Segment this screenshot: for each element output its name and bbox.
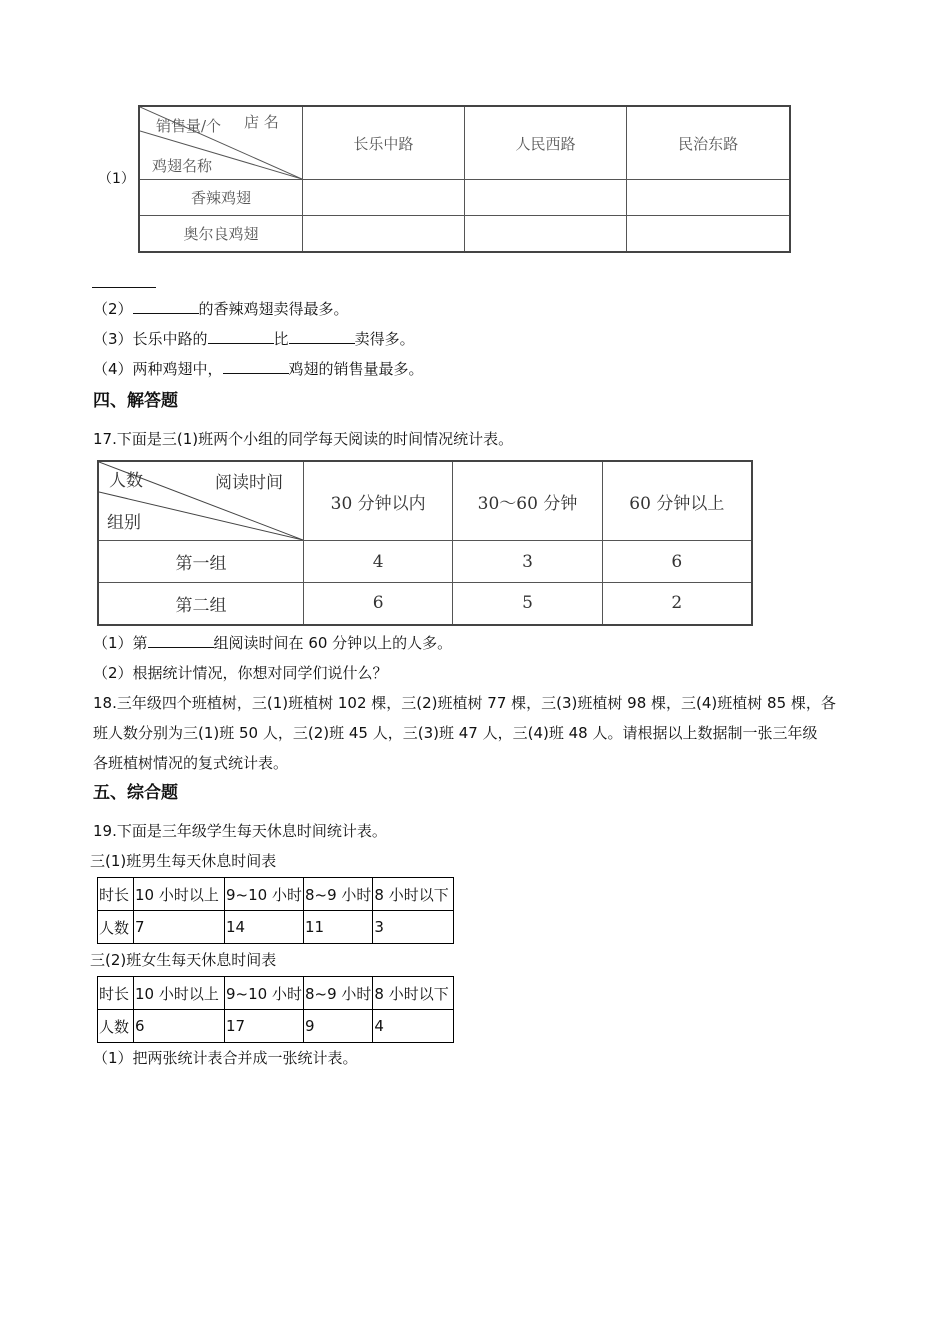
q17-sub1-suffix: 组阅读时间在 60 分钟以上的人多。 [213,634,453,652]
row-header: 奥尔良鸡翅 [139,216,303,252]
table-cell: 3 [453,541,602,583]
q16-sub2-prefix: （2） [93,300,133,318]
q16-sub4-suffix: 鸡翅的销售量最多。 [288,360,424,378]
table-cell [464,180,627,216]
q17-sub2: （2）根据统计情况，你想对同学们说什么？ [93,664,388,682]
table-cell: 6 [304,583,453,625]
q19-table1-title: 三(1)班男生每天休息时间表 [90,852,277,870]
column-header: 60 分钟以上 [602,461,752,541]
table-cell: 人数 [98,911,134,944]
table-cell: 7 [134,911,225,944]
q19-table2-title: 三(2)班女生每天休息时间表 [90,951,277,969]
q19-text: 19.下面是三年级学生每天休息时间统计表。 [93,822,387,840]
table-cell: 17 [225,1010,304,1043]
column-header: 30～60 分钟 [453,461,602,541]
table-cell: 3 [373,911,454,944]
table-cell: 11 [303,911,372,944]
q16-sub4 [93,358,424,380]
table-cell: 10 小时以上 [134,878,225,911]
table-corner-cell [98,461,304,541]
table-cell [303,180,465,216]
q19-sub1: （1）把两张统计表合并成一张统计表。 [93,1049,358,1067]
table-cell: 9~10 小时 [225,878,304,911]
table-cell: 人数 [98,1010,134,1043]
table-cell: 8 小时以下 [373,977,454,1010]
table-cell [627,216,790,252]
corner-label-group: 组别 [107,513,141,533]
q19-girls-rest-table [97,976,454,1043]
q18-line-3: 各班植树情况的复式统计表。 [93,754,289,772]
table-cell [464,216,627,252]
answer-blank [133,299,199,314]
answer-blank [208,329,274,344]
corner-label-quantity: 销售量/个 [156,117,222,135]
answer-blank [289,329,355,344]
section-heading-4: 四、解答题 [93,391,178,411]
table-cell: 4 [304,541,453,583]
row-header: 第二组 [98,583,304,625]
table-corner-cell [139,106,303,180]
q19-boys-rest-table [97,877,454,944]
q16-sales-table [138,105,791,253]
q16-answer-blank-1 [92,287,156,288]
column-header: 民治东路 [627,106,790,180]
table-cell: 6 [134,1010,225,1043]
q17-sub1 [93,632,452,654]
table-cell [627,180,790,216]
q17-text: 17.下面是三(1)班两个小组的同学每天阅读的时间情况统计表。 [93,430,514,448]
table-cell: 10 小时以上 [134,977,225,1010]
table-cell [303,216,465,252]
row-header: 第一组 [98,541,304,583]
q16-sub2 [93,298,349,320]
table-cell: 8~9 小时 [303,977,372,1010]
corner-label-time: 阅读时间 [215,473,283,493]
q16-sub3-prefix: （3）长乐中路的 [93,330,208,348]
q16-sub3-suffix: 卖得多。 [354,330,415,348]
row-header: 香辣鸡翅 [139,180,303,216]
section-heading-5: 五、综合题 [93,783,178,803]
corner-label-store: 店 名 [244,113,279,131]
table-cell: 14 [225,911,304,944]
q16-sub1-label: （1） [98,171,135,187]
corner-label-people: 人数 [109,471,143,491]
q16-sub3 [93,328,415,350]
table-cell: 时长 [98,878,134,911]
q18-line-1: 18.三年级四个班植树，三(1)班植树 102 棵，三(2)班植树 77 棵，三(3)班植树 98 棵，三(4)班植树 85 棵，各 [93,694,836,712]
table-cell: 2 [602,583,752,625]
table-cell: 8~9 小时 [303,878,372,911]
table-cell: 9~10 小时 [225,977,304,1010]
q16-sub4-prefix: （4）两种鸡翅中， [93,360,223,378]
corner-label-wing: 鸡翅名称 [152,157,213,175]
table-cell: 9 [303,1010,372,1043]
column-header: 长乐中路 [303,106,465,180]
table-cell: 6 [602,541,752,583]
table-cell: 4 [373,1010,454,1043]
q18-line-2: 班人数分别为三(1)班 50 人，三(2)班 45 人，三(3)班 47 人，三(4)班 48 人。请根据以上数据制一张三年级 [93,724,818,742]
q16-sub3-mid: 比 [273,330,289,348]
table-cell: 8 小时以下 [373,878,454,911]
table-cell: 5 [453,583,602,625]
q17-sub1-prefix: （1）第 [93,634,148,652]
table-cell: 时长 [98,977,134,1010]
q16-sub2-suffix: 的香辣鸡翅卖得最多。 [198,300,349,318]
answer-blank [148,633,214,648]
q17-reading-table [97,460,753,626]
answer-blank [223,359,289,374]
column-header: 30 分钟以内 [304,461,453,541]
column-header: 人民西路 [464,106,627,180]
